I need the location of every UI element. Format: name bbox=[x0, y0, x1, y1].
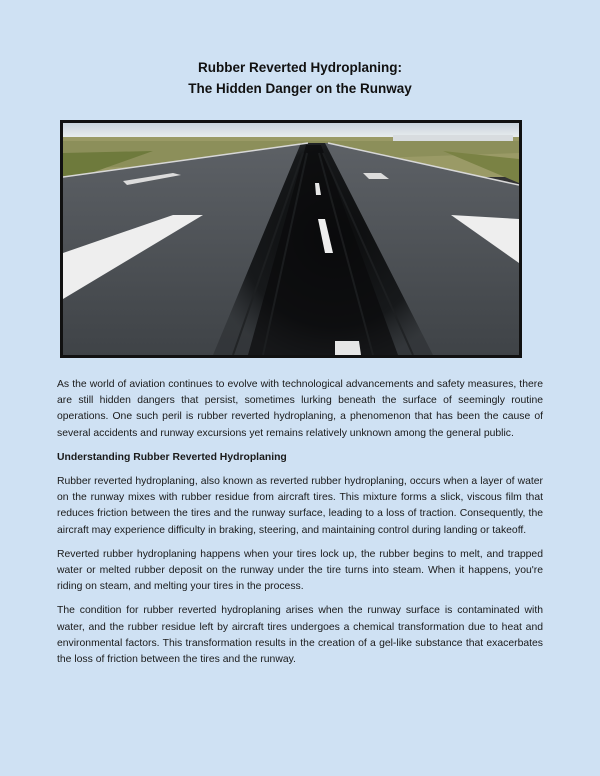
paragraph-2: Reverted rubber hydroplaning happens when your tires lock up, the rubber begins to melt, and trapped water or melted rubber deposit on the runway under the tire turns into steam. When it happens, you're riding on steam, and melting your tires in the process. bbox=[57, 548, 543, 593]
article-body bbox=[57, 377, 543, 676]
title-line-1: Rubber Reverted Hydroplaning: bbox=[197, 60, 403, 75]
intro-paragraph: As the world of aviation continues to evolve with technological advancements and safety measures, there are still hidden dangers that persist, sometimes lurking beneath the surface of seemingly routine operations. One such peril is rubber reverted hydroplaning, a phenomenon that has been the cause of several accidents and runway excursions yet remains relatively unknown among the general public. bbox=[57, 379, 543, 439]
runway-photo-icon bbox=[63, 123, 519, 355]
paragraph-1: Rubber reverted hydroplaning, also known as reverted rubber hydroplaning, occurs when a layer of water on the runway mixes with rubber residue from aircraft tires. This mixture forms a slick, viscous film that reduces friction between the tires and the runway surface, leading to a loss of traction. Consequently, the aircraft may experience difficulty in braking, steering, and maintaining control during landing or takeoff. bbox=[57, 476, 543, 536]
title-line-2: The Hidden Danger on the Runway bbox=[188, 81, 412, 96]
section-heading: Understanding Rubber Reverted Hydroplaning bbox=[57, 451, 287, 463]
paragraph-3: The condition for rubber reverted hydroplaning arises when the runway surface is contaminated with water, and the rubber residue left by aircraft tires undergoes a chemical transformation due to heat and environmental factors. This transformation results in the creation of a gel-like substance that exacerbates the loss of friction between the tires and the runway. bbox=[57, 605, 543, 666]
runway-photo bbox=[60, 120, 522, 358]
page-title bbox=[0, 57, 600, 99]
